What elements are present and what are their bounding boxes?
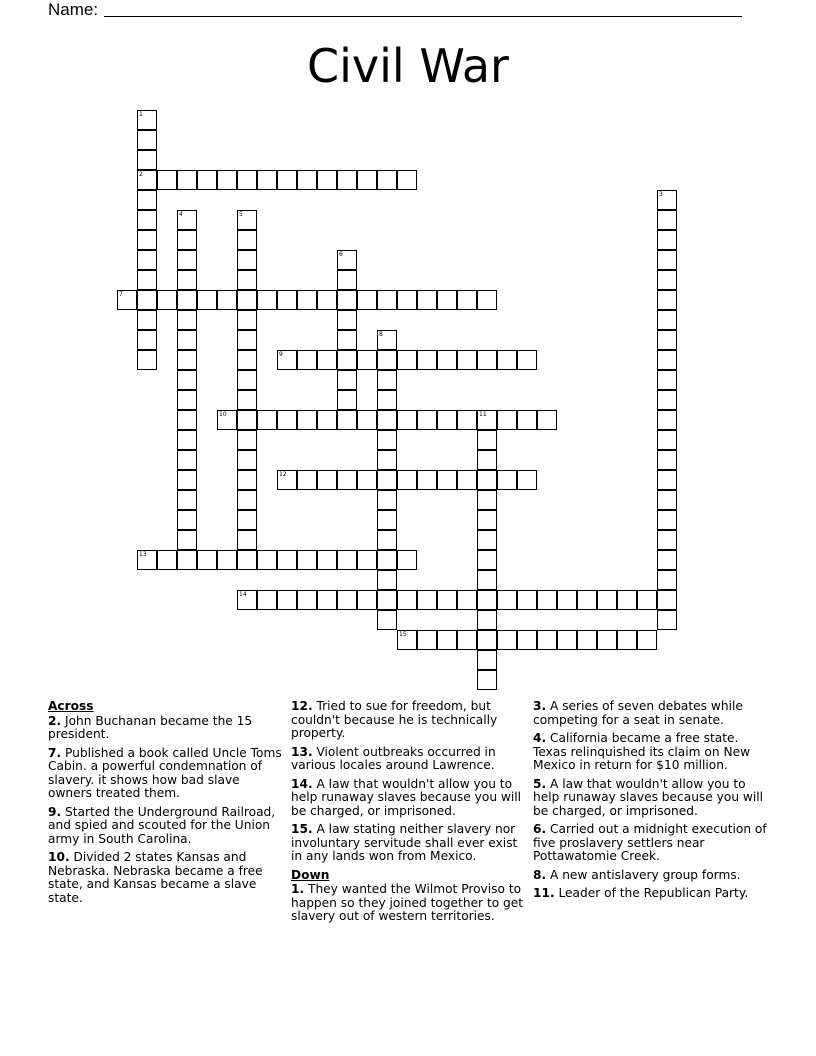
grid-cell[interactable] xyxy=(377,470,397,490)
grid-cell[interactable] xyxy=(657,330,677,350)
grid-cell[interactable] xyxy=(397,290,417,310)
grid-cell[interactable] xyxy=(177,550,197,570)
grid-cell[interactable] xyxy=(237,310,257,330)
grid-cell[interactable] xyxy=(237,550,257,570)
grid-cell[interactable] xyxy=(237,330,257,350)
grid-cell[interactable] xyxy=(477,350,497,370)
grid-cell[interactable] xyxy=(237,230,257,250)
grid-cell[interactable] xyxy=(477,290,497,310)
grid-cell[interactable] xyxy=(457,410,477,430)
grid-cell[interactable] xyxy=(377,610,397,630)
grid-cell[interactable] xyxy=(177,430,197,450)
grid-cell[interactable] xyxy=(257,410,277,430)
grid-cell[interactable] xyxy=(257,590,277,610)
grid-cell[interactable] xyxy=(397,350,417,370)
grid-cell[interactable] xyxy=(257,290,277,310)
grid-cell[interactable] xyxy=(137,170,157,190)
grid-cell[interactable] xyxy=(377,590,397,610)
grid-cell[interactable] xyxy=(137,550,157,570)
grid-cell[interactable] xyxy=(177,390,197,410)
down-heading: Down xyxy=(291,867,330,882)
grid-cell[interactable] xyxy=(297,590,317,610)
grid-cell[interactable] xyxy=(437,350,457,370)
grid-cell[interactable] xyxy=(657,570,677,590)
clues-column-3 xyxy=(533,700,769,906)
grid-cell[interactable] xyxy=(417,290,437,310)
grid-cell[interactable] xyxy=(477,490,497,510)
grid-cell[interactable] xyxy=(437,630,457,650)
grid-cell[interactable] xyxy=(237,410,257,430)
grid-cell[interactable] xyxy=(277,410,297,430)
grid-cell[interactable] xyxy=(217,410,237,430)
grid-cell[interactable] xyxy=(237,270,257,290)
grid-cell[interactable] xyxy=(177,330,197,350)
grid-cell[interactable] xyxy=(337,250,357,270)
grid-cell[interactable] xyxy=(297,350,317,370)
grid-cell[interactable] xyxy=(237,490,257,510)
clue-number: 3 xyxy=(659,191,663,198)
grid-cell[interactable] xyxy=(277,350,297,370)
grid-cell[interactable] xyxy=(337,410,357,430)
grid-cell[interactable] xyxy=(657,430,677,450)
grid-cell[interactable] xyxy=(497,350,517,370)
page-title: Civil War xyxy=(307,39,509,93)
clue-across-13: 13. Violent outbreaks occurred in various locales around Lawrence. xyxy=(291,744,496,772)
grid-cell[interactable] xyxy=(417,350,437,370)
grid-cell[interactable] xyxy=(657,210,677,230)
clue-number: 12 xyxy=(279,471,287,478)
grid-cell[interactable] xyxy=(657,410,677,430)
grid-cell[interactable] xyxy=(297,170,317,190)
grid-cell[interactable] xyxy=(357,470,377,490)
grid-cell[interactable] xyxy=(237,170,257,190)
clue-number: 8 xyxy=(379,331,383,338)
clues-column-1 xyxy=(48,700,284,910)
grid-cell[interactable] xyxy=(477,470,497,490)
grid-cell[interactable] xyxy=(337,350,357,370)
grid-cell[interactable] xyxy=(397,170,417,190)
grid-cell[interactable] xyxy=(137,150,157,170)
grid-cell[interactable] xyxy=(637,630,657,650)
grid-cell[interactable] xyxy=(377,390,397,410)
grid-cell[interactable] xyxy=(517,410,537,430)
grid-cell[interactable] xyxy=(457,470,477,490)
grid-cell[interactable] xyxy=(317,350,337,370)
grid-cell[interactable] xyxy=(177,350,197,370)
clue-number: 10 xyxy=(219,411,227,418)
grid-cell[interactable] xyxy=(517,630,537,650)
grid-cell[interactable] xyxy=(657,290,677,310)
clue-across-9: 9. Started the Underground Railroad, and spied and scouted for the Union army in South Carolina. xyxy=(48,804,276,846)
grid-cell[interactable] xyxy=(417,590,437,610)
grid-cell[interactable] xyxy=(377,530,397,550)
grid-cell[interactable] xyxy=(377,330,397,350)
grid-cell[interactable] xyxy=(237,590,257,610)
clue-number: 15 xyxy=(399,631,407,638)
grid-cell[interactable] xyxy=(417,470,437,490)
grid-cell[interactable] xyxy=(377,570,397,590)
grid-cell[interactable] xyxy=(357,350,377,370)
grid-cell[interactable] xyxy=(497,470,517,490)
grid-cell[interactable] xyxy=(337,390,357,410)
grid-cell[interactable] xyxy=(277,550,297,570)
clue-down-8: 8. A new antislavery group forms. xyxy=(533,867,741,882)
grid-cell[interactable] xyxy=(557,630,577,650)
grid-cell[interactable] xyxy=(237,250,257,270)
grid-cell[interactable] xyxy=(237,470,257,490)
grid-cell[interactable] xyxy=(477,610,497,630)
grid-cell[interactable] xyxy=(177,170,197,190)
grid-cell[interactable] xyxy=(537,630,557,650)
grid-cell[interactable] xyxy=(397,590,417,610)
grid-cell[interactable] xyxy=(317,470,337,490)
clue-down-5: 5. A law that wouldn't allow you to help runaway slaves because you will be charged, or imprisoned. xyxy=(533,776,764,818)
grid-cell[interactable] xyxy=(137,130,157,150)
grid-cell[interactable] xyxy=(197,550,217,570)
grid-cell[interactable] xyxy=(477,570,497,590)
grid-cell[interactable] xyxy=(657,610,677,630)
grid-cell[interactable] xyxy=(237,450,257,470)
grid-cell[interactable] xyxy=(657,510,677,530)
across-heading: Across xyxy=(48,699,94,713)
grid-cell[interactable] xyxy=(357,410,377,430)
grid-cell[interactable] xyxy=(277,470,297,490)
grid-cell[interactable] xyxy=(457,630,477,650)
grid-cell[interactable] xyxy=(437,290,457,310)
grid-cell[interactable] xyxy=(177,290,197,310)
grid-cell[interactable] xyxy=(377,490,397,510)
grid-cell[interactable] xyxy=(397,630,417,650)
grid-cell[interactable] xyxy=(657,250,677,270)
grid-cell[interactable] xyxy=(517,350,537,370)
grid-cell[interactable] xyxy=(337,550,357,570)
grid-cell[interactable] xyxy=(157,290,177,310)
grid-cell[interactable] xyxy=(217,170,237,190)
grid-cell[interactable] xyxy=(177,210,197,230)
grid-cell[interactable] xyxy=(257,170,277,190)
grid-cell[interactable] xyxy=(477,590,497,610)
clue-number: 6 xyxy=(339,251,343,258)
grid-cell[interactable] xyxy=(397,470,417,490)
grid-cell[interactable] xyxy=(357,550,377,570)
grid-cell[interactable] xyxy=(657,190,677,210)
clue-down-6: 6. Carried out a midnight execution of five proslavery settlers near Pottawatomie Creek. xyxy=(533,822,767,863)
grid-cell[interactable] xyxy=(317,290,337,310)
grid-cell[interactable] xyxy=(657,470,677,490)
grid-cell[interactable] xyxy=(177,410,197,430)
grid-cell[interactable] xyxy=(517,470,537,490)
grid-cell[interactable] xyxy=(237,210,257,230)
grid-cell[interactable] xyxy=(477,550,497,570)
grid-cell[interactable] xyxy=(377,430,397,450)
grid-cell[interactable] xyxy=(137,230,157,250)
clue-number: 14 xyxy=(239,591,247,598)
grid-cell[interactable] xyxy=(457,590,477,610)
clue-number: 11 xyxy=(479,411,487,418)
grid-cell[interactable] xyxy=(537,410,557,430)
clue-across-12: 12. Tried to sue for freedom, but couldn't because he is technically property. xyxy=(291,699,498,740)
grid-cell[interactable] xyxy=(377,170,397,190)
grid-cell[interactable] xyxy=(477,430,497,450)
grid-cell[interactable] xyxy=(497,630,517,650)
grid-cell[interactable] xyxy=(617,590,637,610)
grid-cell[interactable] xyxy=(457,290,477,310)
clue-down-4: 4. California became a free state. Texas relinquished its claim on New Mexico in return for $10 million. xyxy=(533,731,751,772)
grid-cell[interactable] xyxy=(277,590,297,610)
grid-cell[interactable] xyxy=(337,370,357,390)
grid-cell[interactable] xyxy=(177,310,197,330)
clue-down-1: 1. They wanted the Wilmot Proviso to happen so they joined together to get slavery out of western territories. xyxy=(291,882,524,923)
grid-cell[interactable] xyxy=(557,590,577,610)
grid-cell[interactable] xyxy=(377,510,397,530)
grid-cell[interactable] xyxy=(437,590,457,610)
grid-cell[interactable] xyxy=(337,310,357,330)
grid-cell[interactable] xyxy=(517,590,537,610)
grid-cell[interactable] xyxy=(237,390,257,410)
grid-cell[interactable] xyxy=(477,450,497,470)
grid-cell[interactable] xyxy=(497,410,517,430)
grid-cell[interactable] xyxy=(237,290,257,310)
grid-cell[interactable] xyxy=(317,410,337,430)
grid-cell[interactable] xyxy=(217,550,237,570)
grid-cell[interactable] xyxy=(657,530,677,550)
grid-cell[interactable] xyxy=(137,110,157,130)
name-label: Name: xyxy=(48,0,99,19)
grid-cell[interactable] xyxy=(137,270,157,290)
grid-cell[interactable] xyxy=(377,410,397,430)
grid-cell[interactable] xyxy=(177,250,197,270)
clue-number: 4 xyxy=(179,211,183,218)
grid-cell[interactable] xyxy=(397,410,417,430)
grid-cell[interactable] xyxy=(437,470,457,490)
grid-cell[interactable] xyxy=(177,270,197,290)
grid-cell[interactable] xyxy=(377,450,397,470)
grid-cell[interactable] xyxy=(377,290,397,310)
grid-cell[interactable] xyxy=(317,550,337,570)
grid-cell[interactable] xyxy=(657,450,677,470)
grid-cell[interactable] xyxy=(137,330,157,350)
clue-number: 2 xyxy=(139,171,143,178)
grid-cell[interactable] xyxy=(137,290,157,310)
grid-cell[interactable] xyxy=(357,290,377,310)
grid-cell[interactable] xyxy=(137,190,157,210)
clue-across-7: 7. Published a book called Uncle Toms Cabin. a powerful condemnation of slavery. it shows how bad slave owners treated them. xyxy=(48,745,282,800)
grid-cell[interactable] xyxy=(657,590,677,610)
clue-number: 5 xyxy=(239,211,243,218)
grid-cell[interactable] xyxy=(257,550,277,570)
grid-cell[interactable] xyxy=(477,530,497,550)
grid-cell[interactable] xyxy=(477,630,497,650)
grid-cell[interactable] xyxy=(217,290,237,310)
grid-cell[interactable] xyxy=(157,170,177,190)
grid-cell[interactable] xyxy=(457,350,477,370)
grid-cell[interactable] xyxy=(177,470,197,490)
grid-cell[interactable] xyxy=(357,170,377,190)
clue-across-2: 2. John Buchanan became the 15 president. xyxy=(48,713,253,741)
grid-cell[interactable] xyxy=(657,310,677,330)
clue-down-11: 11. Leader of the Republican Party. xyxy=(533,886,749,900)
grid-cell[interactable] xyxy=(657,270,677,290)
grid-cell[interactable] xyxy=(177,510,197,530)
grid-cell[interactable] xyxy=(437,410,457,430)
grid-cell[interactable] xyxy=(337,590,357,610)
grid-cell[interactable] xyxy=(657,490,677,510)
grid-cell[interactable] xyxy=(277,170,297,190)
grid-cell[interactable] xyxy=(317,170,337,190)
grid-cell[interactable] xyxy=(197,290,217,310)
grid-cell[interactable] xyxy=(237,350,257,370)
grid-cell[interactable] xyxy=(377,350,397,370)
grid-cell[interactable] xyxy=(577,630,597,650)
grid-cell[interactable] xyxy=(477,670,497,690)
grid-cell[interactable] xyxy=(617,630,637,650)
grid-cell[interactable] xyxy=(177,490,197,510)
grid-cell[interactable] xyxy=(337,290,357,310)
grid-cell[interactable] xyxy=(297,470,317,490)
clues-column-2 xyxy=(291,700,527,929)
grid-cell[interactable] xyxy=(397,550,417,570)
grid-cell[interactable] xyxy=(477,650,497,670)
grid-cell[interactable] xyxy=(537,590,557,610)
grid-cell[interactable] xyxy=(497,590,517,610)
grid-cell[interactable] xyxy=(657,350,677,370)
grid-cell[interactable] xyxy=(657,390,677,410)
clue-across-15: 15. A law stating neither slavery nor involuntary servitude shall ever exist in any lands won from Mexico. xyxy=(291,822,518,863)
grid-cell[interactable] xyxy=(337,330,357,350)
grid-cell[interactable] xyxy=(657,550,677,570)
clue-number: 7 xyxy=(119,291,123,298)
grid-cell[interactable] xyxy=(597,630,617,650)
grid-cell[interactable] xyxy=(357,590,377,610)
grid-cell[interactable] xyxy=(597,590,617,610)
grid-cell[interactable] xyxy=(157,550,177,570)
grid-cell[interactable] xyxy=(137,250,157,270)
clue-number: 9 xyxy=(279,351,283,358)
grid-cell[interactable] xyxy=(377,370,397,390)
clue-number: 13 xyxy=(139,551,147,558)
grid-cell[interactable] xyxy=(297,550,317,570)
grid-cell[interactable] xyxy=(637,590,657,610)
grid-cell[interactable] xyxy=(337,170,357,190)
grid-cell[interactable] xyxy=(417,630,437,650)
grid-cell[interactable] xyxy=(337,270,357,290)
grid-cell[interactable] xyxy=(197,170,217,190)
grid-cell[interactable] xyxy=(137,350,157,370)
grid-cell[interactable] xyxy=(177,450,197,470)
clue-across-10: 10. Divided 2 states Kansas and Nebraska. Nebraska became a free state, and Kansas became a slave state. xyxy=(48,850,263,905)
clue-down-3: 3. A series of seven debates while competing for a seat in senate. xyxy=(533,699,743,727)
grid-cell[interactable] xyxy=(417,410,437,430)
grid-cell[interactable] xyxy=(137,310,157,330)
grid-cell[interactable] xyxy=(477,510,497,530)
grid-cell[interactable] xyxy=(177,530,197,550)
grid-cell[interactable] xyxy=(297,410,317,430)
grid-cell[interactable] xyxy=(337,470,357,490)
clue-across-14: 14. A law that wouldn't allow you to help runaway slaves because you will be charged, or imprisoned. xyxy=(291,776,522,818)
grid-cell[interactable] xyxy=(657,370,677,390)
grid-cell[interactable] xyxy=(237,370,257,390)
grid-cell[interactable] xyxy=(177,370,197,390)
grid-cell[interactable] xyxy=(577,590,597,610)
grid-cell[interactable] xyxy=(177,230,197,250)
grid-cell[interactable] xyxy=(317,590,337,610)
grid-cell[interactable] xyxy=(237,510,257,530)
grid-cell[interactable] xyxy=(477,410,497,430)
clue-number: 1 xyxy=(139,111,143,118)
grid-cell[interactable] xyxy=(117,290,137,310)
grid-cell[interactable] xyxy=(297,290,317,310)
grid-cell[interactable] xyxy=(237,430,257,450)
grid-cell[interactable] xyxy=(237,530,257,550)
grid-cell[interactable] xyxy=(377,550,397,570)
grid-cell[interactable] xyxy=(137,210,157,230)
grid-cell[interactable] xyxy=(277,290,297,310)
grid-cell[interactable] xyxy=(657,230,677,250)
